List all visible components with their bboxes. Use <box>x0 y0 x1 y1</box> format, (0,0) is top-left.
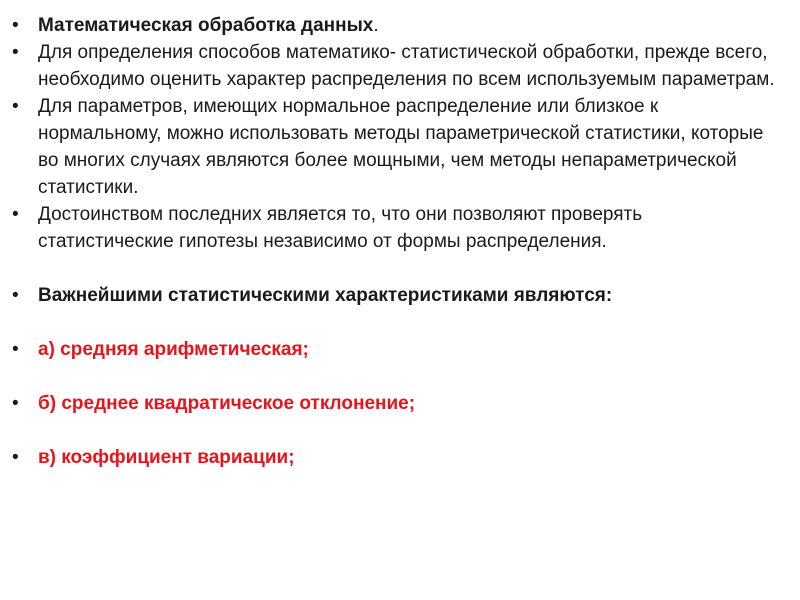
bullet-icon: • <box>12 96 19 117</box>
bullet-icon: • <box>12 15 19 36</box>
list-item <box>12 39 782 93</box>
item-text: Важнейшими статистическими характеристиками являются: <box>38 285 613 306</box>
item-text: в) коэффициент вариации; <box>38 447 295 468</box>
item-text: Для определения способов математико- статистической обработки, прежде всего, необходимо оценить характер распределения по всем используемым параметрам. <box>38 42 775 90</box>
list-item-std-deviation <box>12 390 782 417</box>
list-item <box>12 201 782 255</box>
heading-text: Математическая обработка данных <box>38 15 374 36</box>
item-text: б) среднее квадратическое отклонение; <box>38 393 416 414</box>
item-text: Достоинством последних является то, что они позволяют проверять статистические гипотезы независимо от формы распределения. <box>38 204 643 252</box>
list-item <box>12 93 782 201</box>
item-text: а) средняя арифметическая; <box>38 339 309 360</box>
bullet-icon: • <box>12 285 19 306</box>
bullet-icon: • <box>12 42 19 63</box>
bullet-list <box>12 12 782 471</box>
bullet-icon: • <box>12 393 19 414</box>
list-item-mean <box>12 336 782 363</box>
list-item-characteristics-heading <box>12 282 782 309</box>
list-item-heading <box>12 12 782 39</box>
bullet-icon: • <box>12 339 19 360</box>
heading-suffix: . <box>373 15 379 36</box>
bullet-icon: • <box>12 447 19 468</box>
list-item-variation-coefficient <box>12 444 782 471</box>
item-text: Для параметров, имеющих нормальное распределение или близкое к нормальному, можно использовать методы параметрической статистики, которые во многих случаях являются более мощными, чем методы непараметрической статистики. <box>38 96 764 198</box>
bullet-icon: • <box>12 204 19 225</box>
